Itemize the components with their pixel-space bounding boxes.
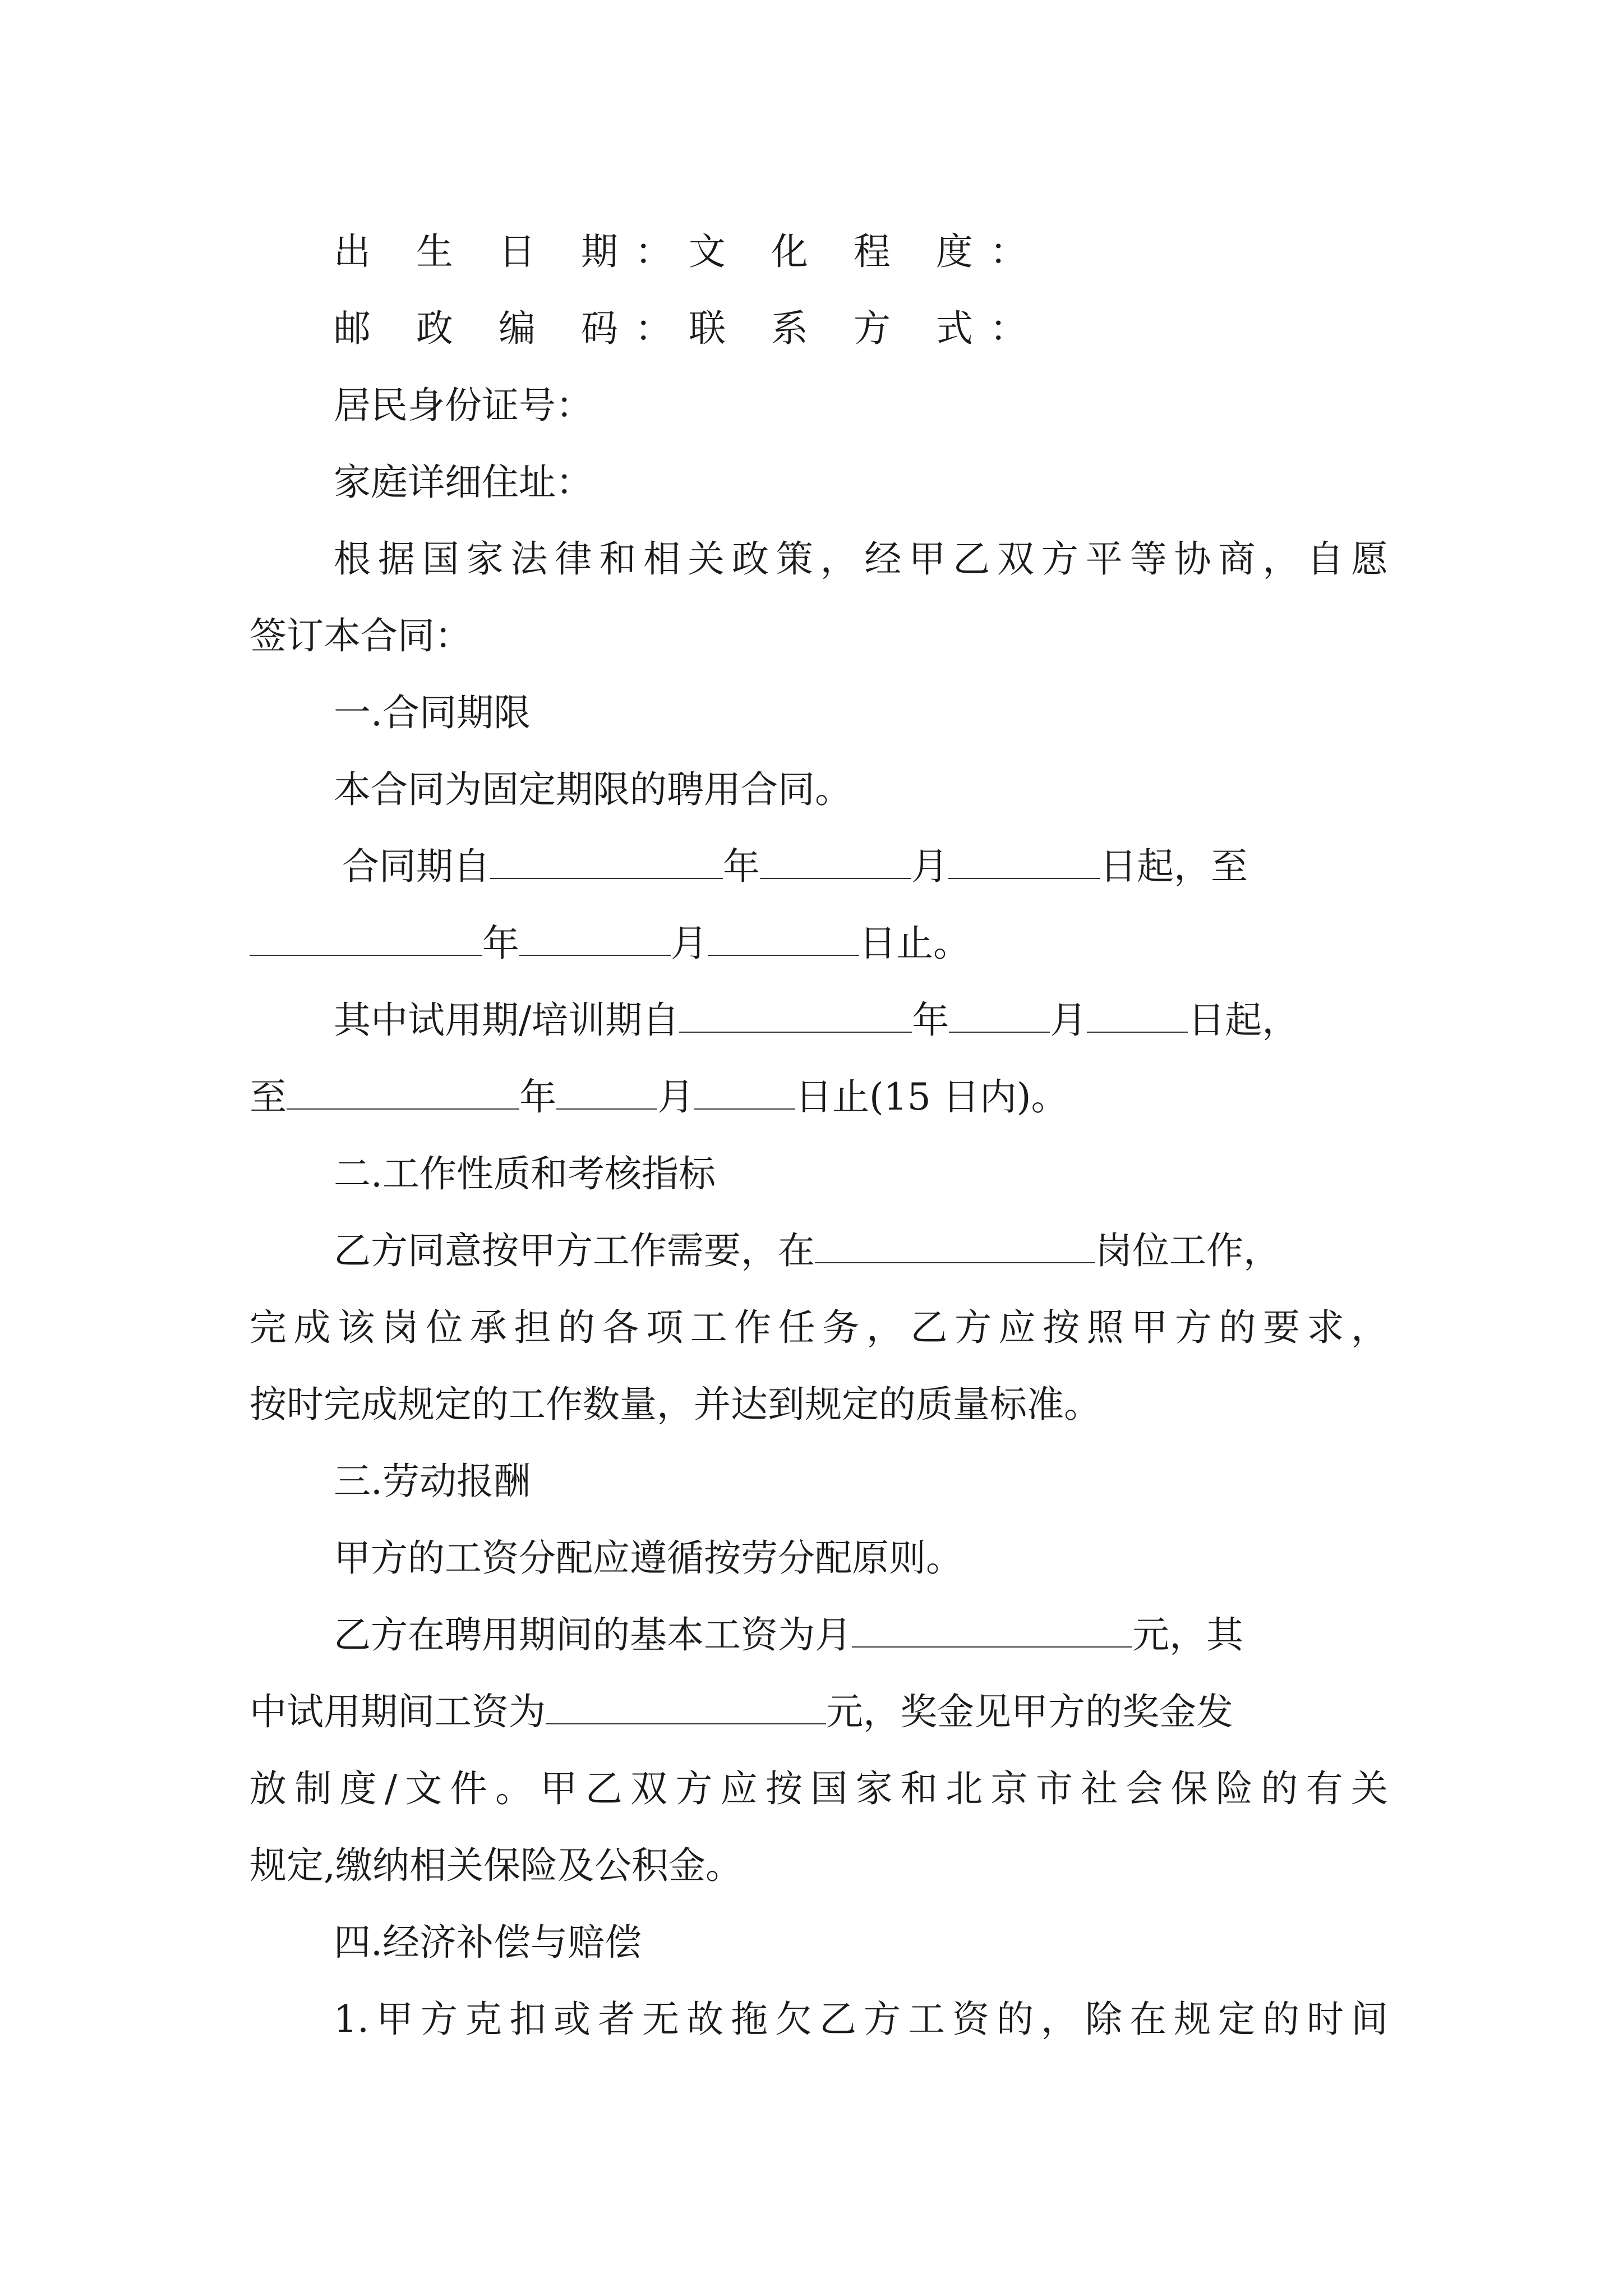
position-suffix: 岗位工作，	[1095, 1229, 1280, 1272]
start-year-blank	[490, 849, 723, 879]
contact-label: 联 系 方 式：	[688, 307, 1044, 350]
section-4-title: 四.经济补偿与赔偿	[334, 1921, 642, 1964]
end-year-blank	[250, 926, 482, 956]
year-label: 年	[519, 1075, 556, 1119]
end-day-blank	[708, 926, 859, 956]
education-label: 文 化 程 度：	[688, 230, 1044, 273]
year-label: 年	[723, 845, 760, 888]
probation-start-day-blank	[1087, 1002, 1188, 1033]
probation-end-day-blank	[694, 1079, 795, 1110]
probation-end-month-blank	[556, 1079, 657, 1110]
section-1-para-1: 本合同为固定期限的聘用合同。	[334, 768, 852, 811]
probation-salary-line	[250, 1673, 1388, 1750]
section-1-title: 一.合同期限	[334, 691, 531, 734]
field-postal-contact	[250, 290, 1388, 367]
section-3-para-4: 放制度/文件。甲乙双方应按国家和北京市社会保险的有关	[250, 1767, 1388, 1810]
section-3-para-1: 甲方的工资分配应遵循按劳分配原则。	[334, 1536, 963, 1580]
probation-salary-suffix: 元，奖金见甲方的奖金发	[826, 1690, 1233, 1733]
field-birth-education	[250, 213, 1388, 290]
position-blank	[815, 1233, 1095, 1263]
day-start-label: 日起，	[1188, 999, 1299, 1042]
probation-start-year-blank	[679, 1002, 912, 1033]
probation-salary-blank	[546, 1694, 826, 1724]
start-day-blank	[948, 849, 1100, 879]
base-salary-prefix: 乙方在聘用期间的基本工资为月	[334, 1613, 852, 1657]
postal-code-label: 邮 政 编 码：	[334, 307, 689, 350]
month-label: 月	[911, 845, 948, 888]
year-label: 年	[482, 922, 519, 965]
day-start-label: 日起，至	[1100, 845, 1248, 888]
section-2-para-2: 完成该岗位承担的各项工作任务，乙方应按照甲方的要求，	[250, 1306, 1388, 1349]
start-month-blank	[760, 849, 911, 879]
intro-line-1: 根据国家法律和相关政策，经甲乙双方平等协商，自愿	[334, 537, 1388, 581]
address-label: 家庭详细住址：	[334, 461, 593, 504]
section-2-title: 二.工作性质和考核指标	[334, 1152, 716, 1195]
position-prefix: 乙方同意按甲方工作需要，在	[334, 1229, 815, 1272]
year-label: 年	[912, 999, 949, 1042]
contract-period-line	[250, 828, 1388, 905]
section-4-para-1: 1.甲方克扣或者无故拖欠乙方工资的，除在规定的时间	[334, 1998, 1388, 2041]
base-salary-line	[250, 1596, 1388, 1673]
section-2-para-3: 按时完成规定的工作数量，并达到规定的质量标准。	[250, 1383, 1101, 1426]
probation-period-end-line	[250, 1059, 1388, 1135]
probation-start-month-blank	[949, 1002, 1050, 1033]
probation-prefix: 其中试用期/培训期自	[334, 999, 680, 1042]
birth-date-label: 出 生 日 期：	[334, 230, 689, 273]
contract-period-end-line	[250, 905, 1388, 982]
contract-period-prefix: 合同期自	[342, 845, 490, 888]
to-label: 至	[250, 1075, 287, 1119]
probation-salary-prefix: 中试用期间工资为	[250, 1690, 546, 1733]
month-label: 月	[671, 922, 708, 965]
section-2-para-1	[250, 1212, 1388, 1289]
day-end-label: 日止(15 日内)。	[795, 1075, 1068, 1119]
probation-end-year-blank	[287, 1079, 519, 1110]
document-body	[250, 213, 1388, 2058]
section-3-para-5: 规定,缴纳相关保险及公积金。	[250, 1844, 743, 1887]
base-salary-blank	[852, 1617, 1132, 1648]
day-end-label: 日止。	[859, 922, 970, 965]
base-salary-suffix: 元，其	[1132, 1613, 1243, 1657]
probation-period-line	[250, 982, 1388, 1059]
id-number-label: 居民身份证号：	[334, 384, 593, 427]
intro-line-2: 签订本合同：	[250, 614, 472, 657]
section-3-title: 三.劳动报酬	[334, 1460, 531, 1503]
end-month-blank	[519, 926, 671, 956]
month-label: 月	[657, 1075, 694, 1119]
month-label: 月	[1050, 999, 1087, 1042]
